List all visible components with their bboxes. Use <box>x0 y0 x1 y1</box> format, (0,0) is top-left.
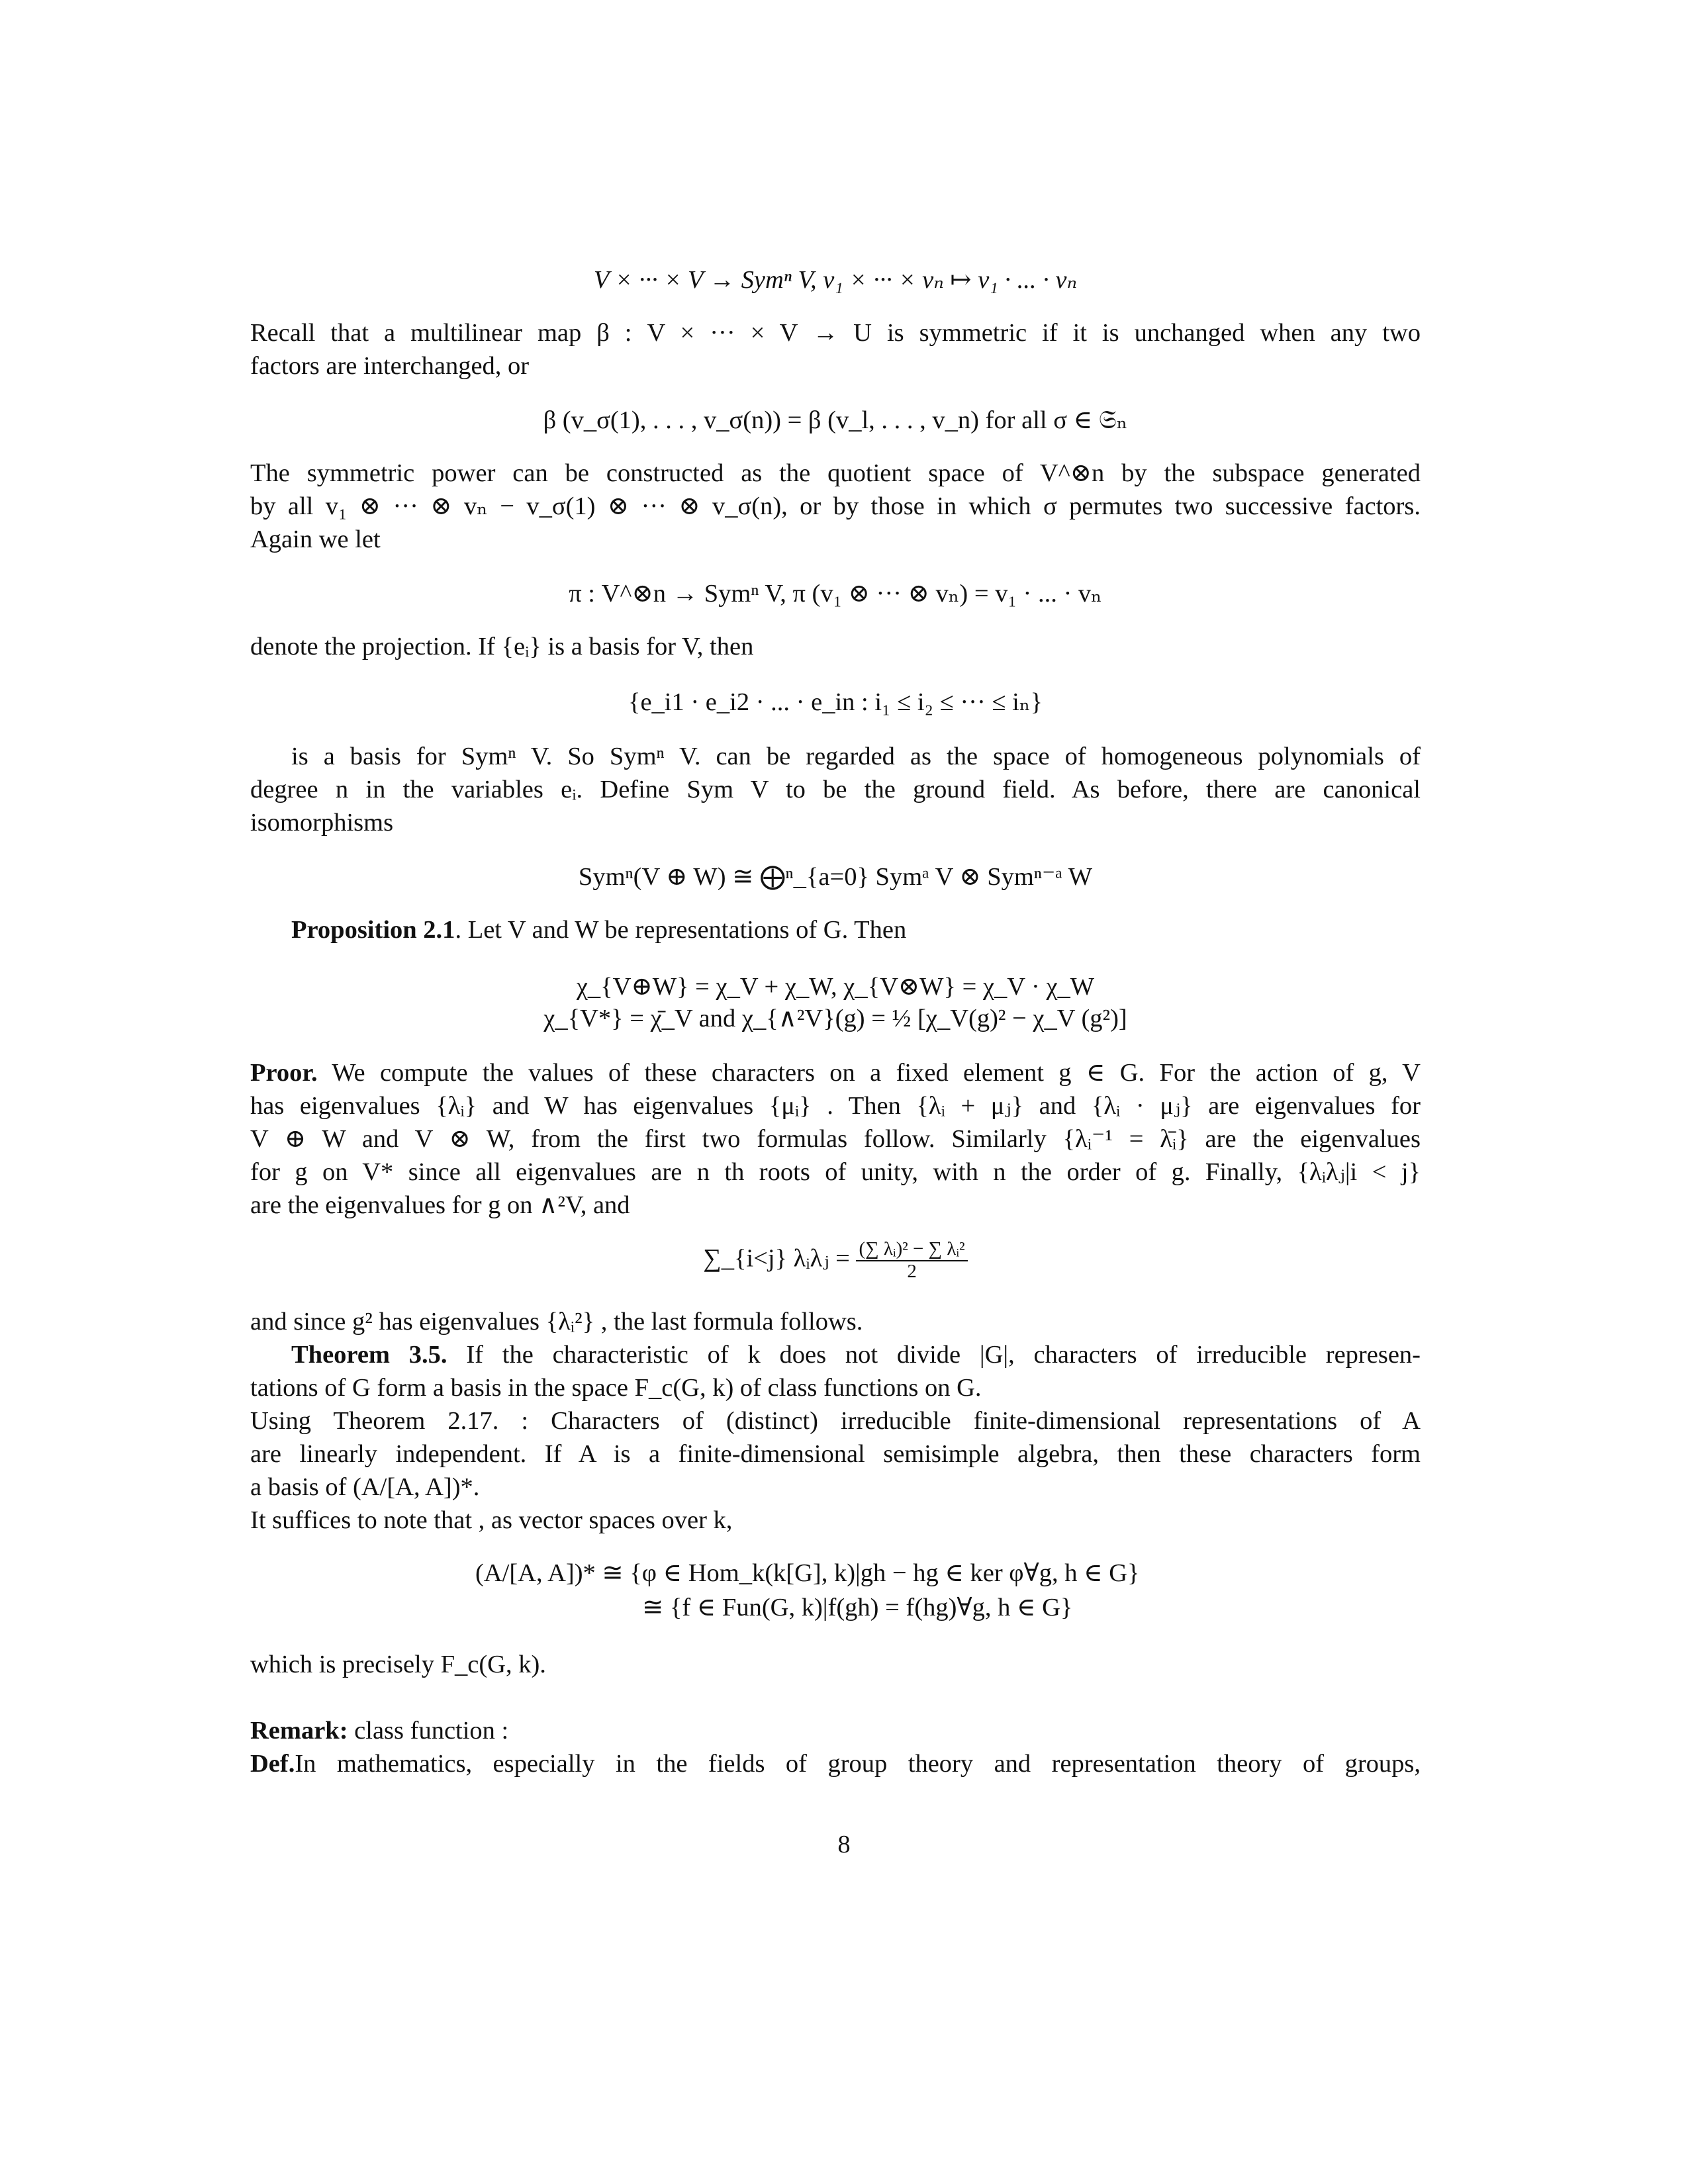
paragraph-line: are linearly independent. If A is a finite-dimensional semisimple algebra, then these characters form <box>250 1440 1421 1468</box>
remark-text: class function : <box>348 1717 509 1745</box>
paragraph-line: degree n in the variables eᵢ. Define Sym V to be the ground field. As before, there are canonical <box>250 776 1421 803</box>
remark-line <box>250 1714 1421 1747</box>
display-equation-characters-1: χ_{V⊕W} = χ_V + χ_W, χ_{V⊗W} = χ_V · χ_W <box>576 973 1095 1001</box>
paragraph-line: is a basis for Symⁿ V. So Symⁿ V. can be regarded as the space of homogeneous polynomials of <box>291 743 1421 770</box>
paragraph-line: has eigenvalues {λᵢ} and W has eigenvalues {μᵢ} . Then {λᵢ + μⱼ} and {λᵢ · μⱼ} are eigenvalues for <box>250 1092 1421 1120</box>
proposition-label: Proposition 2.1 <box>291 916 455 944</box>
definition-text: In mathematics, especially in the fields of group theory and representation theory of groups, <box>295 1750 1421 1778</box>
theorem-label: Theorem 3.5. <box>291 1341 447 1369</box>
paragraph-line: by all v₁ ⊗ ··· ⊗ vₙ − v_σ(1) ⊗ ··· ⊗ v_σ(n), or by those in which σ permutes two successive factors. <box>250 492 1421 520</box>
display-equation-beta: β (v_σ(1), . . . , v_σ(n)) = β (v_l, . . . , v_n) for all σ ∈ 𝔖ₙ <box>543 406 1128 434</box>
paragraph-line: which is precisely F_c(G, k). <box>250 1651 546 1678</box>
paragraph-line: Recall that a multilinear map β : V × ··· × V → U is symmetric if it is unchanged when any two <box>250 319 1421 347</box>
theorem-text: If the characteristic of k does not divide |G|, characters of irreducible represen- <box>447 1341 1421 1369</box>
paragraph-line: Again we let <box>250 525 381 553</box>
proof-text: We compute the values of these characters on a fixed element g ∈ G. For the action of g, V <box>317 1059 1421 1087</box>
paragraph-line: for g on V* since all eigenvalues are n th roots of unity, with n the order of g. Finally, {λᵢλⱼ|i < j} <box>250 1158 1421 1186</box>
display-equation-isomorphism: Symⁿ(V ⊕ W) ≅ ⨁ⁿ_{a=0} Symᵃ V ⊗ Symⁿ⁻ᵃ W <box>578 863 1093 891</box>
equation-text: V × ··· × V → Symⁿ V, v₁ × ··· × vₙ ↦ v₁ · ... · vₙ <box>593 266 1078 294</box>
display-equation-projection: π : V^⊗n → Symⁿ V, π (v₁ ⊗ ··· ⊗ vₙ) = v₁ · ... · vₙ <box>569 580 1102 608</box>
page-number: 8 <box>837 1831 851 1858</box>
definition-label: Def. <box>250 1750 295 1778</box>
remark-label: Remark: <box>250 1717 348 1745</box>
paragraph-line: factors are interchanged, or <box>250 352 530 380</box>
paragraph-line: and since g² has eigenvalues {λᵢ²} , the last formula follows. <box>250 1308 863 1336</box>
paragraph-line: It suffices to note that , as vector spaces over k, <box>250 1506 733 1534</box>
display-equation-sum <box>250 1239 1421 1283</box>
paragraph-line: Using Theorem 2.17. : Characters of (distinct) irreducible finite-dimensional representations of A <box>250 1407 1421 1435</box>
display-equation-basis: {e_i1 · e_i2 · ... · e_in : i₁ ≤ i₂ ≤ ··· ≤ iₙ} <box>628 688 1043 716</box>
paragraph-line: a basis of (A/[A, A])*. <box>250 1473 480 1501</box>
proof-line <box>250 1056 1421 1089</box>
paragraph-line: The symmetric power can be constructed as the quotient space of V^⊗n by the subspace generated <box>250 459 1421 487</box>
theorem-line <box>250 1338 1421 1371</box>
paragraph-line: denote the projection. If {eᵢ} is a basis for V, then <box>250 633 754 660</box>
sum-lhs: ∑_{i<j} λᵢλⱼ = <box>703 1244 850 1273</box>
proof-label: Proor. <box>250 1059 318 1087</box>
fraction-numerator: (∑ λᵢ)² − ∑ λᵢ² <box>856 1239 967 1261</box>
fraction-denominator: 2 <box>907 1260 917 1282</box>
definition-line <box>250 1747 1421 1780</box>
paragraph-line: tations of G form a basis in the space F_c(G, k) of class functions on G. <box>250 1374 982 1402</box>
display-equation-symmetric-map <box>250 263 1421 296</box>
display-equation-hom-2: ≅ {f ∈ Fun(G, k)|f(gh) = f(hg)∀g, h ∈ G} <box>642 1594 1073 1621</box>
paragraph-line: V ⊕ W and V ⊗ W, from the first two formulas follow. Similarly {λᵢ⁻¹ = λ̄ᵢ} are the eigenvalues <box>250 1125 1421 1153</box>
paragraph-line: isomorphisms <box>250 809 394 837</box>
display-equation-characters-2: χ_{V*} = χ̄_V and χ_{∧²V}(g) = ½ [χ_V(g)² − χ_V (g²)] <box>543 1005 1127 1032</box>
paragraph-line: are the eigenvalues for g on ∧²V, and <box>250 1191 630 1219</box>
fraction <box>856 1239 967 1283</box>
display-equation-hom-1: (A/[A, A])* ≅ {φ ∈ Hom_k(k[G], k)|gh − hg ∈ ker φ∀g, h ∈ G} <box>475 1559 1140 1587</box>
proposition-text: . Let V and W be representations of G. Then <box>455 916 907 944</box>
proposition-line <box>250 913 1421 946</box>
